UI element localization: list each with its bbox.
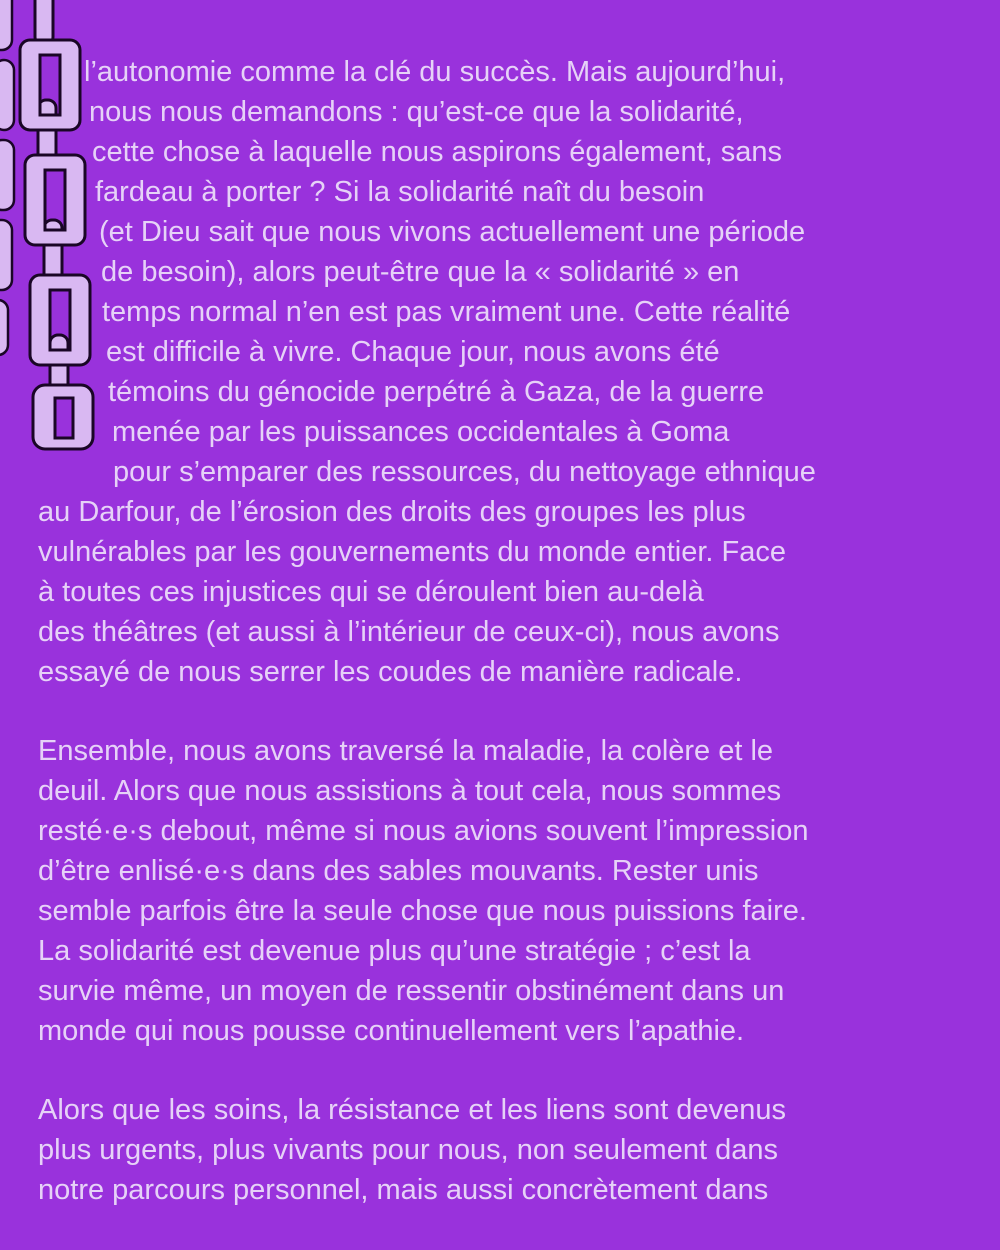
text-line: essayé de nous serrer les coudes de manière radicale. — [38, 656, 743, 688]
text-line: de besoin), alors peut-être que la « solidarité » en — [101, 256, 740, 288]
text-line: cette chose à laquelle nous aspirons également, sans — [92, 136, 782, 168]
text-line: deuil. Alors que nous assistions à tout cela, nous sommes — [38, 775, 782, 807]
text-line: La solidarité est devenue plus qu’une stratégie ; c’est la — [38, 935, 751, 967]
text-line: d’être enlisé·e·s dans des sables mouvants. Rester unis — [38, 855, 759, 887]
text-line: pour s’emparer des ressources, du nettoyage ethnique — [113, 456, 816, 488]
text-line: survie même, un moyen de ressentir obstinément dans un — [38, 975, 785, 1007]
text-line: fardeau à porter ? Si la solidarité naît du besoin — [95, 176, 705, 208]
text-line: au Darfour, de l’érosion des droits des groupes les plus — [38, 496, 746, 528]
main-chain-icon — [20, 0, 93, 449]
text-line: notre parcours personnel, mais aussi concrètement dans — [38, 1174, 769, 1206]
text-line: plus urgents, plus vivants pour nous, non seulement dans — [38, 1134, 778, 1166]
text-line: menée par les puissances occidentales à Goma — [112, 416, 730, 448]
text-line: des théâtres (et aussi à l’intérieur de ceux-ci), nous avons — [38, 616, 780, 648]
text-line: est difficile à vivre. Chaque jour, nous avons été — [106, 336, 720, 368]
text-line: semble parfois être la seule chose que nous puissions faire. — [38, 895, 807, 927]
text-line: (et Dieu sait que nous vivons actuellement une période — [99, 216, 806, 248]
text-line: à toutes ces injustices qui se déroulent bien au-delà — [38, 576, 704, 608]
text-line: monde qui nous pousse continuellement vers l’apathie. — [38, 1015, 745, 1047]
text-line: resté·e·s debout, même si nous avions souvent l’impression — [38, 815, 809, 847]
text-line: l’autonomie comme la clé du succès. Mais aujourd’hui, — [84, 56, 786, 88]
text-line: vulnérables par les gouvernements du monde entier. Face — [38, 536, 786, 568]
left-chain-icon — [0, 0, 14, 355]
text-line: témoins du génocide perpétré à Gaza, de la guerre — [108, 376, 765, 408]
text-line: Ensemble, nous avons traversé la maladie, la colère et le — [38, 735, 774, 767]
text-line: nous nous demandons : qu’est-ce que la solidarité, — [89, 96, 744, 128]
text-line: temps normal n’en est pas vraiment une. Cette réalité — [102, 296, 791, 328]
text-line: Alors que les soins, la résistance et les liens sont devenus — [38, 1094, 786, 1126]
